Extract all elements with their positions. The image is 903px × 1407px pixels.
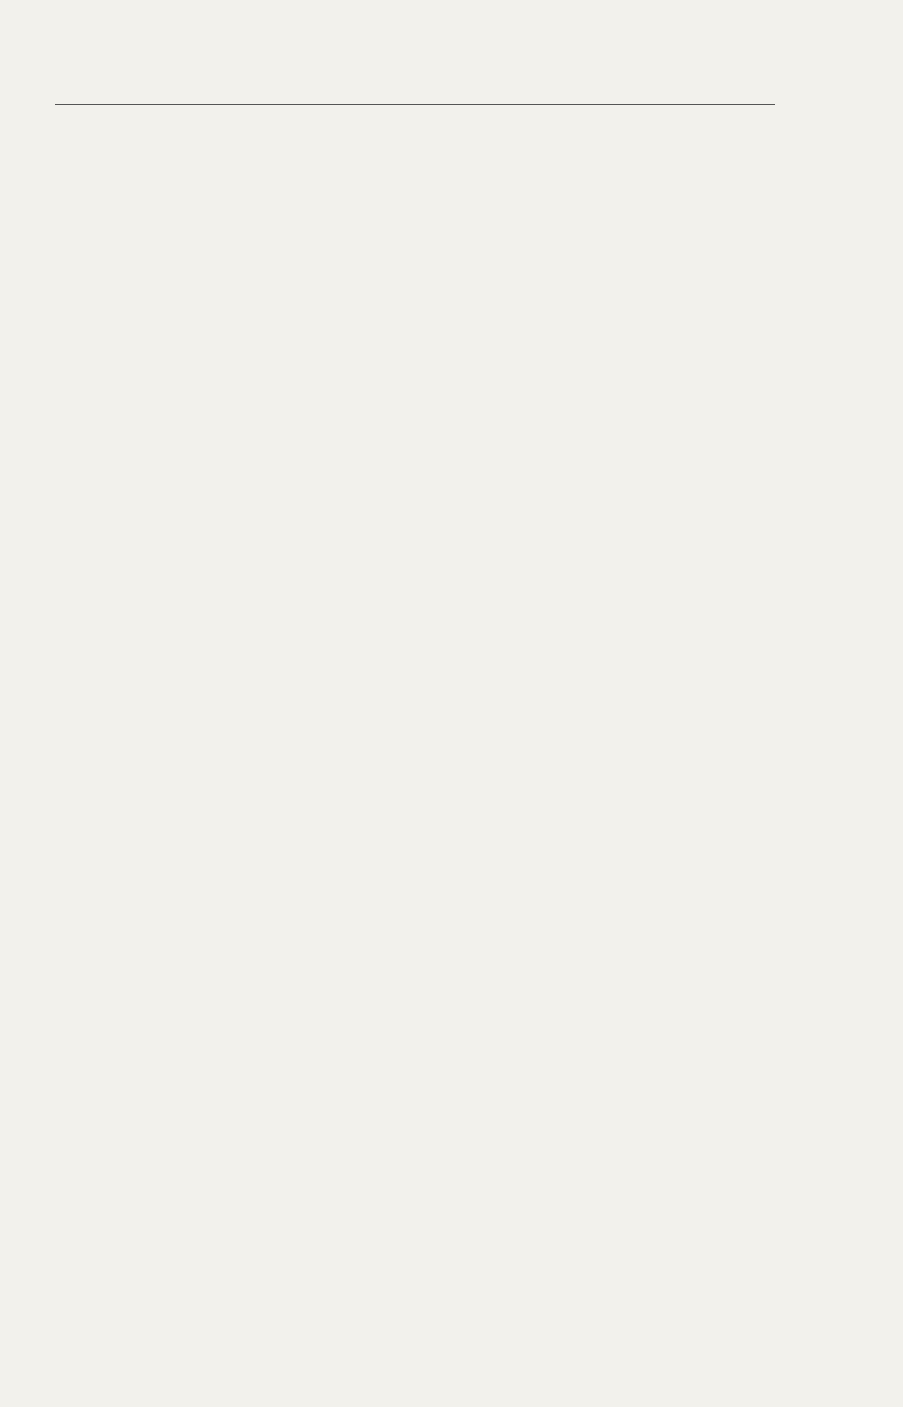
header-rule [55, 104, 775, 105]
